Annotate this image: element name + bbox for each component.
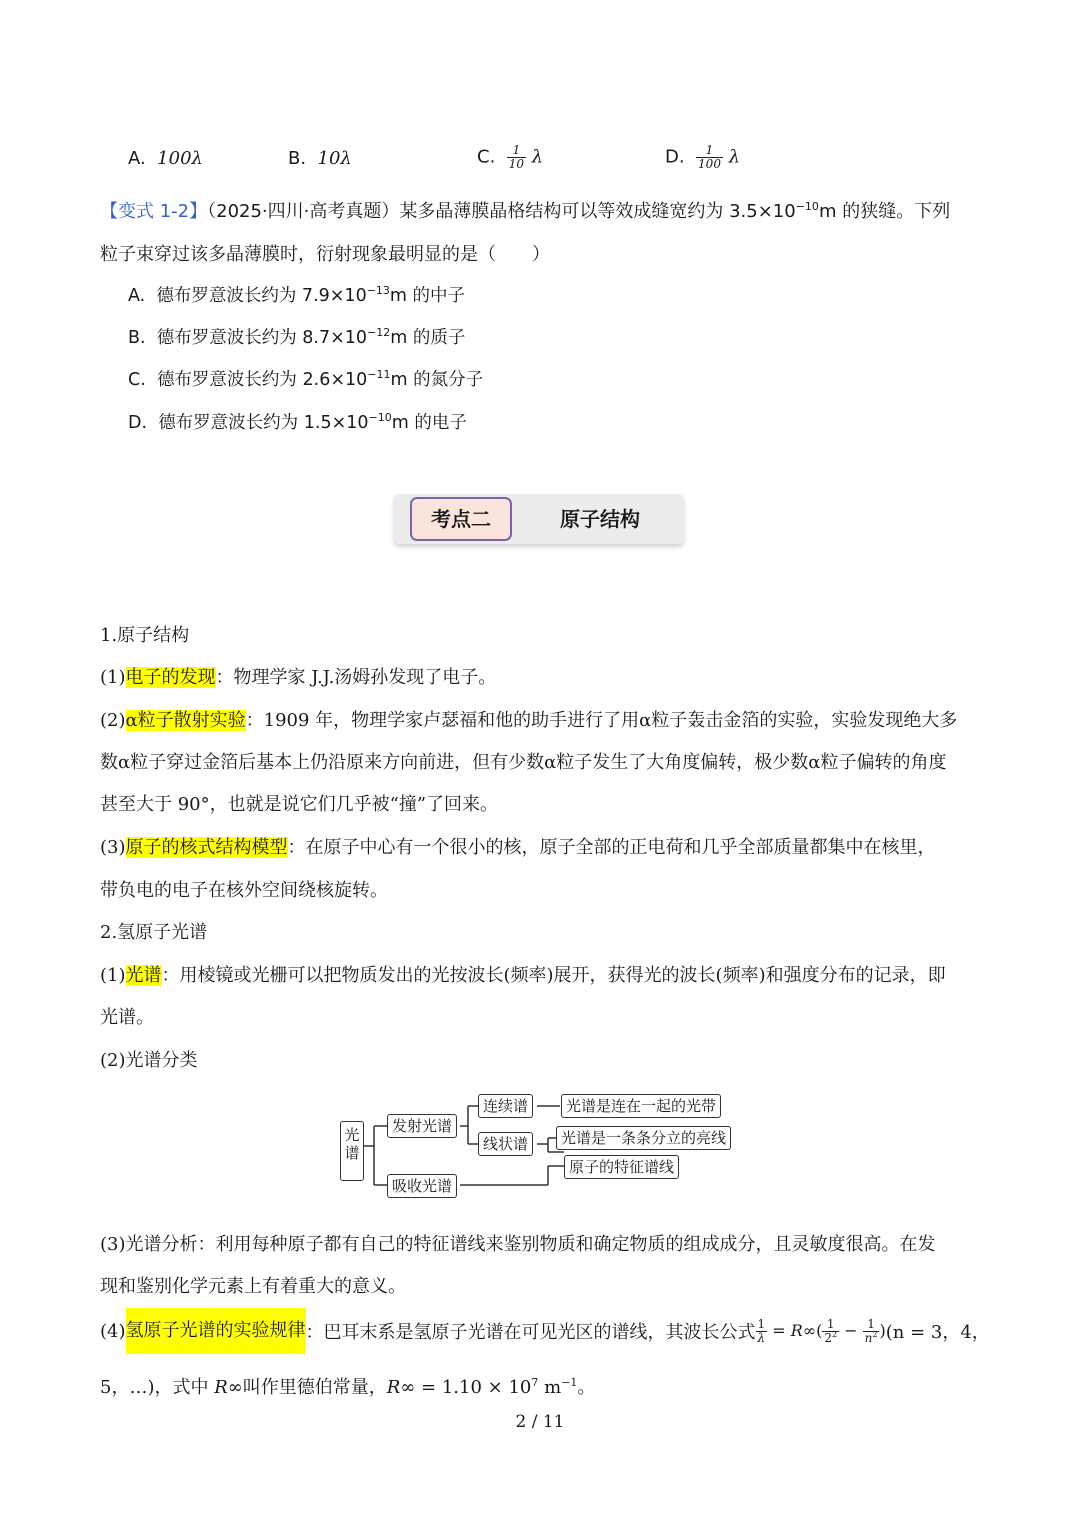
question-text-tail: m 的狭缝。下列 — [818, 201, 951, 222]
fraction: $\frac{1}{100}$ — [698, 143, 721, 171]
choice-key: B. — [288, 148, 307, 169]
diagram-label: 光谱是一条条分立的亮线 — [561, 1129, 727, 1147]
exponent: −10 — [368, 411, 392, 424]
paragraph-text: ：用棱镜或光栅可以把物质发出的光按波长(频率)展开，获得光的波长(频率)和强度分布的记录，即 — [161, 965, 946, 986]
heading-atomic-structure: 1.原子结构 — [100, 625, 190, 646]
diagram-line-spectrum — [478, 1132, 533, 1156]
item-number: (4) — [100, 1320, 126, 1342]
option-key: A. — [128, 286, 146, 306]
exponent: 7 — [531, 1376, 539, 1389]
item-number: (2) — [100, 710, 126, 731]
choice-key: A. — [128, 148, 146, 169]
paragraph-text: ：1909 年，物理学家卢瑟福和他的助手进行了用α粒子轰击金箔的实验，实验发现绝大多 — [245, 710, 958, 731]
infinity-subscript: ∞ — [227, 1377, 243, 1398]
rydberg-value: = 1.10 × 10 — [415, 1377, 532, 1398]
question-line-1 — [100, 197, 950, 223]
choice-c — [477, 144, 543, 171]
paragraph-spectral-analysis-1: (3)光谱分析：利用每种原子都有自己的特征谱线来鉴别物质和确定物质的组成成分，且灵敏度很高。在发 — [100, 1234, 936, 1255]
option-d — [128, 409, 467, 434]
diagram-label: 原子的特征谱线 — [569, 1158, 675, 1176]
paragraph-balmer-2 — [100, 1373, 595, 1399]
paragraph-alpha-scattering-1 — [100, 706, 957, 732]
option-key: C. — [128, 370, 146, 390]
highlight-label: 光谱 — [125, 965, 162, 986]
paragraph-spectrum-2: 光谱。 — [100, 1007, 154, 1028]
exponent: −13 — [366, 284, 390, 297]
option-key: D. — [128, 413, 148, 433]
choice-a — [128, 148, 203, 169]
diagram-label: 光谱是连在一起的光带 — [566, 1097, 717, 1115]
item-number: (1) — [100, 965, 126, 986]
exponent: −12 — [367, 326, 391, 339]
diagram-label: 发射光谱 — [392, 1117, 453, 1135]
paragraph-spectrum-1 — [100, 961, 946, 987]
diagram-line-desc — [556, 1126, 731, 1150]
diagram-emission-spectrum — [387, 1114, 457, 1138]
option-text-tail: m 的氮分子 — [390, 370, 484, 390]
rydberg-symbol: R — [214, 1377, 228, 1398]
item-number: (3) — [100, 837, 126, 858]
paragraph-text: 叫作里德伯常量， — [242, 1377, 387, 1398]
option-text: 德布罗意波长约为 7.9×10 — [156, 286, 367, 306]
question-text: （2025·四川·高考真题）某多晶薄膜晶格结构可以等效成缝宽约为 3.5×10 — [207, 201, 796, 222]
exponent: −10 — [795, 200, 819, 213]
exponent: −11 — [367, 368, 391, 381]
section-title: 原子结构 — [560, 507, 640, 531]
paragraph-spectral-analysis-2: 现和鉴别化学元素上有着重大的意义。 — [100, 1276, 406, 1297]
balmer-formula-rhs: = R∞( $\frac{1}{2^2}$ − $\frac{1}{n^2}$ ) — [767, 1316, 886, 1345]
question-line-2: 粒子束穿过该多晶薄膜时，衍射现象最明显的是（ ） — [100, 244, 550, 265]
option-text-tail: m 的电子 — [391, 413, 467, 433]
paragraph-text: ：物理学家 J.J.汤姆孙发现了电子。 — [215, 667, 497, 688]
highlight-label: 电子的发现 — [125, 667, 216, 688]
diagram-label: 光谱 — [344, 1126, 360, 1162]
highlight-label: 氢原子光谱的实验规律 — [126, 1308, 306, 1354]
choice-value: 10λ — [317, 148, 352, 169]
option-text-tail: m 的中子 — [389, 286, 466, 306]
choice-key: D. — [665, 146, 685, 168]
paragraph-nuclear-model-1 — [100, 833, 936, 859]
balmer-formula-lhs: $\frac{1}{\lambda}$ — [757, 1316, 766, 1345]
diagram-label: 连续谱 — [483, 1097, 529, 1115]
choice-key: C. — [477, 146, 496, 168]
option-key: B. — [128, 328, 146, 348]
option-text: 德布罗意波长约为 8.7×10 — [156, 328, 368, 348]
highlight-label: α粒子散射实验 — [125, 710, 246, 731]
paragraph-text: ：巴耳末系是氢原子光谱在可见光区的谱线，其波长公式 — [305, 1322, 756, 1343]
diagram-continuous-desc — [561, 1094, 721, 1118]
choice-d — [665, 144, 740, 171]
lambda-symbol: λ — [531, 146, 544, 168]
option-a — [128, 282, 465, 307]
option-c — [128, 366, 483, 391]
paragraph-alpha-scattering-2: 数α粒子穿过金箔后基本上仍沿原来方向前进，但有少数α粒子发生了大角度偏转，极少数α粒子偏转的角度 — [100, 752, 947, 773]
option-text-tail: m 的质子 — [390, 328, 466, 348]
heading-spectrum-classification: (2)光谱分类 — [100, 1050, 198, 1071]
rydberg-symbol: R — [386, 1377, 401, 1398]
page-number: 2 / 11 — [515, 1412, 565, 1432]
diagram-label: 线状谱 — [483, 1135, 529, 1153]
lambda-symbol: λ — [728, 146, 741, 168]
fraction: $\frac{1}{10}$ — [508, 143, 525, 171]
option-text: 德布罗意波长约为 1.5×10 — [158, 413, 369, 433]
heading-hydrogen-spectrum: 2.氢原子光谱 — [100, 922, 208, 943]
infinity-subscript: ∞ — [400, 1377, 416, 1398]
section-number: 考点二 — [410, 497, 512, 541]
diagram-continuous-spectrum — [478, 1094, 533, 1118]
paragraph-text: 5，…)，式中 — [100, 1377, 215, 1398]
choice-value: 100λ — [157, 148, 203, 169]
variant-tag: 【变式 1-2】 — [100, 201, 208, 222]
diagram-absorption-spectrum — [387, 1174, 457, 1198]
formula-tail: (n = 3，4， — [885, 1322, 990, 1343]
paragraph-electron-discovery — [100, 663, 496, 689]
paragraph-text: ：在原子中心有一个很小的核，原子全部的正电荷和几乎全部质量都集中在核里， — [287, 837, 936, 858]
choice-b — [288, 148, 352, 169]
diagram-root-spectrum — [340, 1121, 364, 1181]
highlight-label: 原子的核式结构模型 — [125, 837, 288, 858]
unit: m — [538, 1377, 562, 1398]
exponent: −1 — [561, 1376, 578, 1389]
diagram-characteristic-lines — [564, 1155, 679, 1179]
paragraph-nuclear-model-2: 带负电的电子在核外空间绕核旋转。 — [100, 880, 388, 901]
item-number: (1) — [100, 667, 126, 688]
option-b — [128, 324, 465, 349]
punctuation: 。 — [577, 1377, 596, 1398]
paragraph-balmer-1 — [100, 1308, 990, 1354]
paragraph-alpha-scattering-3: 甚至大于 90°，也就是说它们几乎被“撞”了回来。 — [100, 794, 499, 815]
option-text: 德布罗意波长约为 2.6×10 — [156, 370, 368, 390]
diagram-label: 吸收光谱 — [392, 1177, 453, 1195]
